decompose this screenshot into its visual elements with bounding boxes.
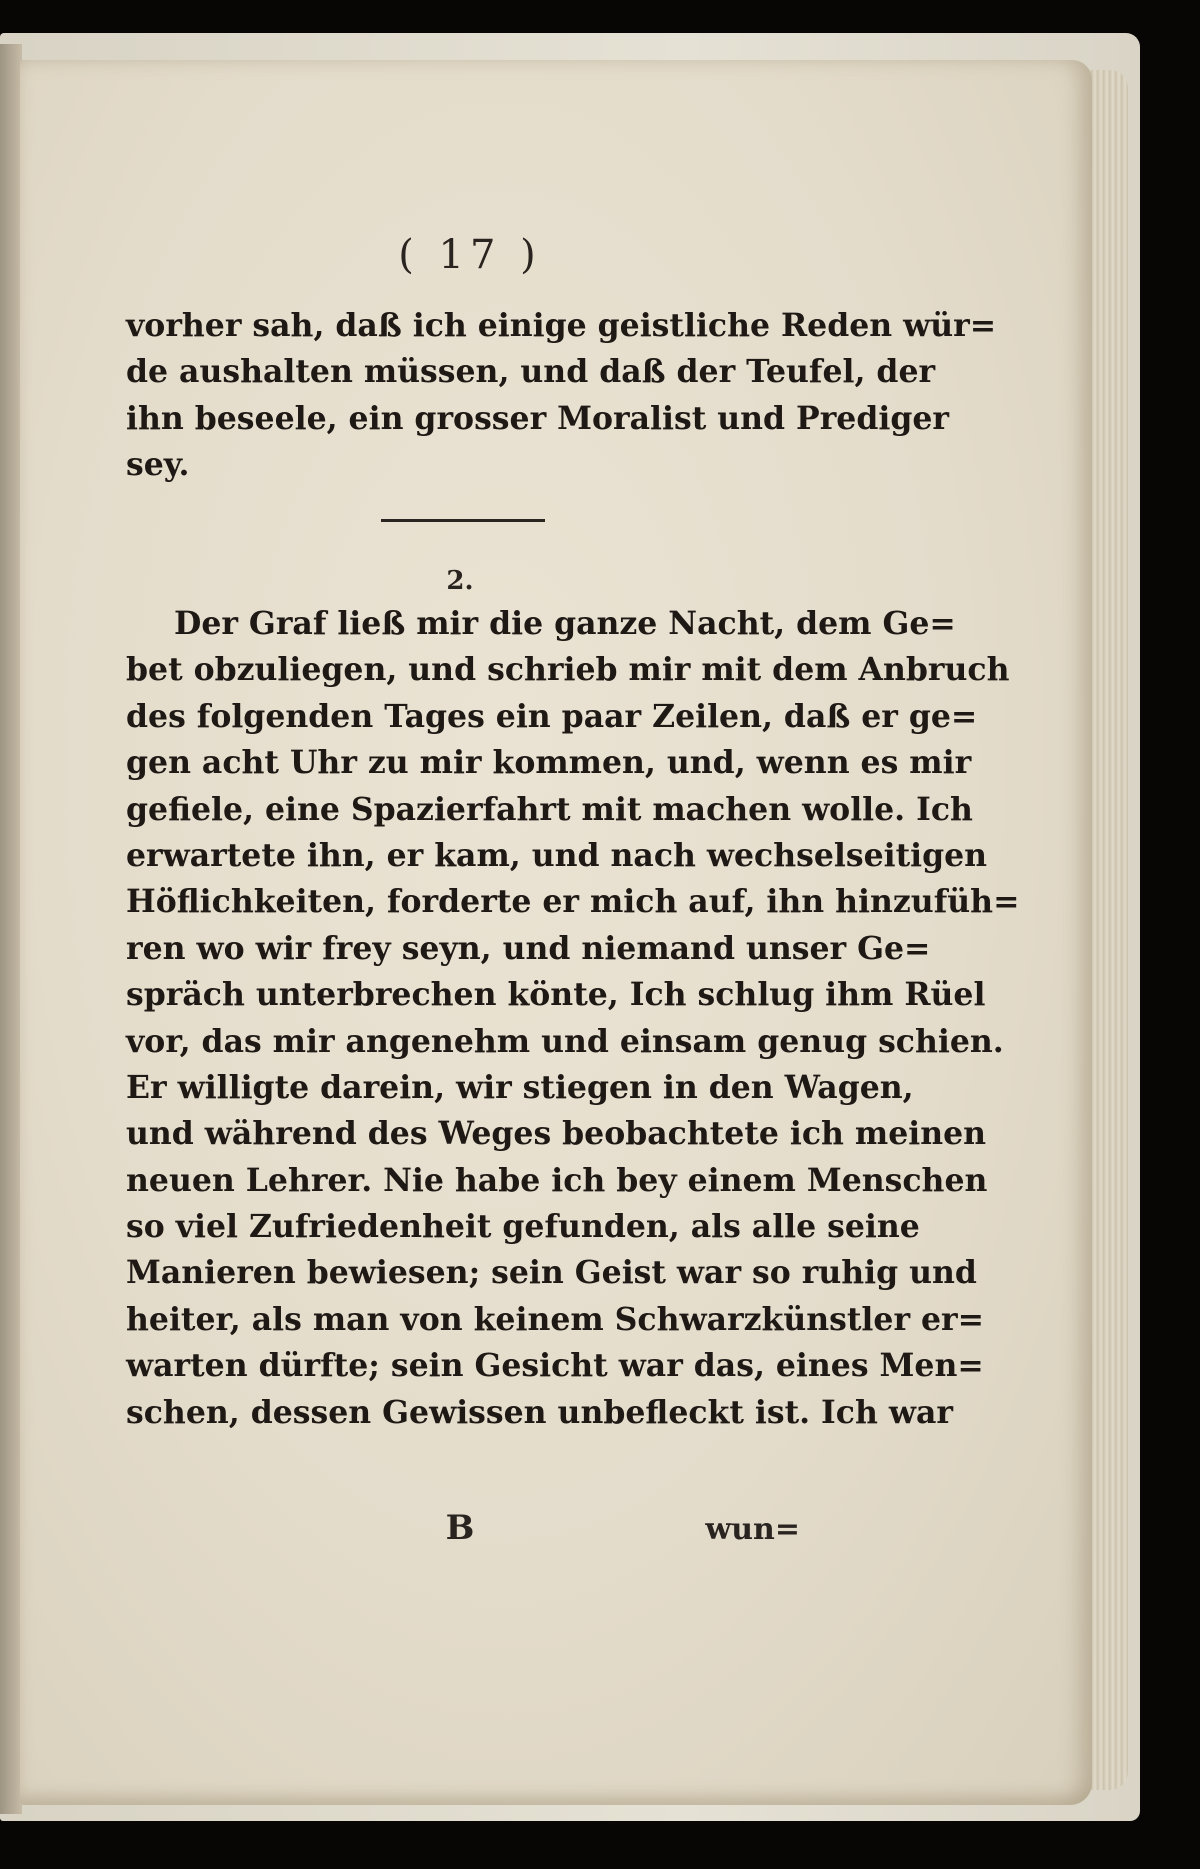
text-line: Höflichkeiten, forderte er mich auf, ihn hinzufüh= xyxy=(126,883,1020,921)
paragraph-continued xyxy=(126,303,997,489)
text-line: Der Graf ließ mir die ganze Nacht, dem Ge= xyxy=(174,605,956,642)
text-line: de aushalten müssen, und daß der Teufel, der xyxy=(126,353,936,391)
text-line: vorher sah, daß ich einige geistliche Reden wür= xyxy=(126,307,997,344)
section-number: 2. xyxy=(446,566,474,596)
signature-mark: B xyxy=(445,1508,475,1548)
text-line: ren wo wir frey seyn, und niemand unser Ge= xyxy=(126,929,931,967)
text-line: erwartete ihn, er kam, und nach wechselseitigen xyxy=(126,836,988,874)
text-line: vor, das mir angenehm und einsam genug schien. xyxy=(126,1022,1004,1060)
text-line: gefiele, eine Spazierfahrt mit machen wolle. Ich xyxy=(126,790,973,828)
page-number-header: ( 17 ) xyxy=(398,232,542,278)
text-line: Er willigte darein, wir stiegen in den Wagen, xyxy=(126,1068,914,1106)
paragraph-section-2 xyxy=(126,601,1020,1436)
text-line: Manieren bewiesen; sein Geist war so ruhig und xyxy=(126,1254,977,1292)
text-line: ihn beseele, ein grosser Moralist und Prediger xyxy=(126,399,949,437)
text-line: spräch unterbrechen könte, Ich schlug ihm Rüel xyxy=(126,976,986,1014)
text-line: sey. xyxy=(126,446,190,484)
catchword: wun= xyxy=(705,1512,800,1547)
text-line: schen, dessen Gewissen unbefleckt ist. Ich war xyxy=(126,1393,953,1431)
text-line: gen acht Uhr zu mir kommen, und, wenn es mir xyxy=(126,744,972,782)
text-line: bet obzuliegen, und schrieb mir mit dem Anbruch xyxy=(126,651,1010,689)
text-line: warten dürfte; sein Gesicht war das, eines Men= xyxy=(126,1347,984,1385)
text-line: und während des Weges beobachtete ich meinen xyxy=(126,1115,987,1153)
text-line: neuen Lehrer. Nie habe ich bey einem Menschen xyxy=(126,1161,988,1199)
text-line: so viel Zufriedenheit gefunden, als alle seine xyxy=(126,1208,920,1246)
text-line: heiter, als man von keinem Schwarzkünstler er= xyxy=(126,1300,985,1338)
text-line: des folgenden Tages ein paar Zeilen, daß er ge= xyxy=(126,697,978,735)
gutter-edge xyxy=(0,44,22,1814)
section-divider-rule xyxy=(381,519,545,522)
